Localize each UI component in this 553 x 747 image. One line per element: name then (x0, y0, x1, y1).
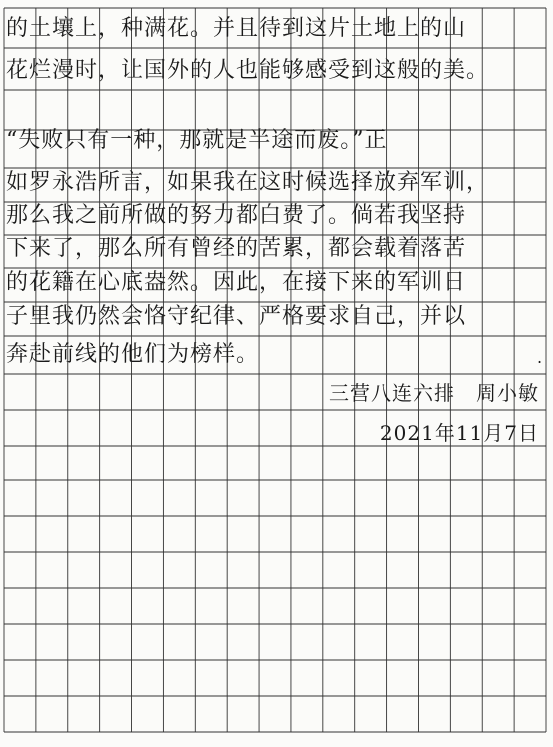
essay-line-3: “失败只有一种，那就是半途而废。”正 (6, 128, 388, 153)
essay-line-9: 奔赴前线的他们为榜样。 (6, 342, 260, 367)
essay-line-2: 花烂漫时，让国外的人也能够感受到这般的美。 (6, 58, 490, 83)
signature: 三营八连六排 周小敏 (329, 381, 539, 405)
date: 2021年11月7日 (379, 421, 539, 445)
essay-line-4: 如罗永浩所言，如果我在这时候选择放弃军训， (6, 170, 490, 195)
essay-line-6: 下来了，那么所有曾经的苦累，都会载着落苦 (6, 236, 467, 261)
essay-line-5: 那么我之前所做的努力都白费了。倘若我坚持 (6, 203, 467, 228)
essay-line-8: 子里我仍然会恪守纪律、严格要求自己，并以 (6, 304, 467, 329)
essay-line-7: 的花籍在心底盎然。因此，在接下来的军训日 (6, 270, 467, 295)
essay-line-1: 的土壤上，种满花。并且待到这片土地上的山 (6, 16, 467, 41)
ink-mark: . (537, 348, 543, 367)
